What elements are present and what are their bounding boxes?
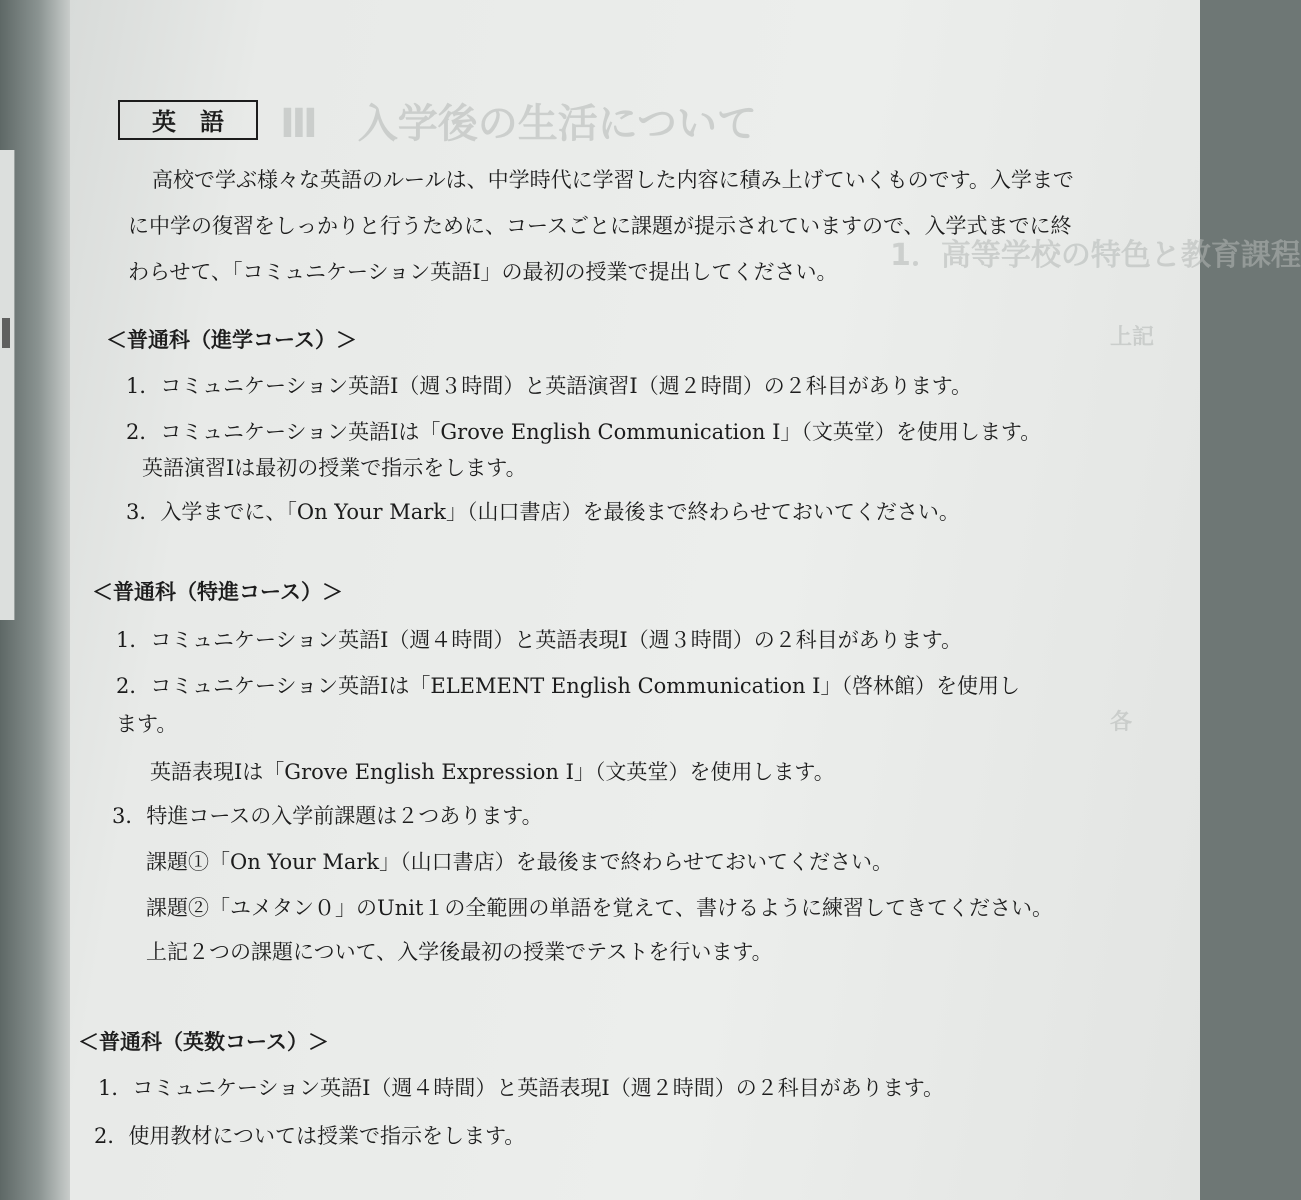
shingaku-item-2-note: 英語演習Ⅰは最初の授業で指示をします。 — [142, 456, 527, 480]
intro-line-1: 高校で学ぶ様々な英語のルールは、中学時代に学習した内容に積み上げていくものです。入学まで — [152, 168, 1074, 192]
section-title-tokushin: ＜普通科（特進コース）＞ — [92, 580, 343, 604]
section-heading-english: 英語 — [118, 100, 258, 140]
showthrough-side-2: 各 — [1110, 710, 1133, 735]
tokushin-task-2: 課題②「ユメタン０」のUnit１の全範囲の単語を覚えて、書けるように練習してきてください。 — [146, 896, 1053, 920]
intro-line-3: わらせて、「コミュニケーション英語Ⅰ」の最初の授業で提出してください。 — [128, 260, 838, 284]
tokushin-item-3: 3．特進コースの入学前課題は２つあります。 — [112, 804, 543, 828]
tokushin-item-2: 2．コミュニケーション英語Ⅰは「ELEMENT English Communication Ⅰ」（啓林館）を使用し — [116, 674, 1020, 698]
tokushin-item-1: 1．コミュニケーション英語Ⅰ（週４時間）と英語表現Ⅰ（週３時間）の２科目があります。 — [116, 628, 963, 652]
shingaku-item-2: 2．コミュニケーション英語Ⅰは「Grove English Communication Ⅰ」（文英堂）を使用します。 — [126, 420, 1042, 444]
tokushin-item-2-note: 英語表現Ⅰは「Grove English Expression Ⅰ」（文英堂）を使用します。 — [150, 760, 835, 784]
section-title-shingaku: ＜普通科（進学コース）＞ — [106, 328, 357, 352]
showthrough-subtitle: 1．高等学校の特色と教育課程 — [890, 238, 1301, 273]
showthrough-title: Ⅲ 入学後の生活について — [280, 101, 758, 147]
tokushin-task-1: 課題①「On Your Mark」（山口書店）を最後まで終わらせておいてください。 — [146, 850, 893, 874]
section-title-eisuu: ＜普通科（英数コース）＞ — [78, 1030, 329, 1054]
shingaku-item-1: 1．コミュニケーション英語Ⅰ（週３時間）と英語演習Ⅰ（週２時間）の２科目があります。 — [126, 374, 973, 398]
intro-line-2: に中学の復習をしっかりと行うために、コースごとに課題が提示されていますので、入学式までに終 — [128, 214, 1072, 238]
shingaku-item-3: 3．入学までに、「On Your Mark」（山口書店）を最後まで終わらせておいてください。 — [126, 500, 960, 524]
tokushin-task-note: 上記２つの課題について、入学後最初の授業でテストを行います。 — [146, 940, 773, 964]
adjacent-page-edge — [0, 150, 15, 620]
document-page — [70, 0, 1301, 1200]
tokushin-item-2-cont: ます。 — [116, 712, 178, 736]
eisuu-item-2: 2．使用教材については授業で指示をします。 — [94, 1124, 526, 1148]
adjacent-page-text-fragment — [2, 318, 10, 348]
eisuu-item-1: 1．コミュニケーション英語Ⅰ（週４時間）と英語表現Ⅰ（週２時間）の２科目があります。 — [98, 1076, 945, 1100]
showthrough-side-1: 上記 — [1110, 325, 1155, 350]
